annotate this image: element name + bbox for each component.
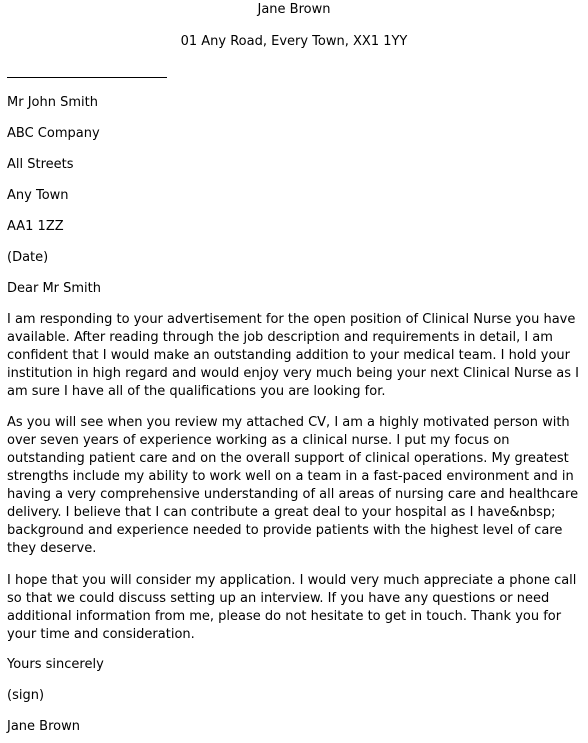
closing: Yours sincerely: [7, 657, 104, 672]
divider-line: [7, 77, 167, 78]
recipient-postcode: AA1 1ZZ: [7, 219, 64, 234]
body-paragraph-3: I hope that you will consider my application. I would very much appreciate a phone call so that we could discuss setting up an interview. If you have any questions or need additional information from me, please do not hesitate to get in touch. Thank you for your time and consideration.: [7, 573, 577, 642]
recipient-name: Mr John Smith: [7, 95, 98, 110]
body-paragraph-1: I am responding to your advertisement for the open position of Clinical Nurse you have available. After reading through the job description and requirements in detail, I am confident that I would make an outstanding addition to your medical team. I hold your institution in high regard and would enjoy very much being your next Clinical Nurse as I am sure I have all of the qualifications you are looking for.: [7, 312, 579, 399]
salutation: Dear Mr Smith: [7, 281, 102, 296]
recipient-street: All Streets: [7, 157, 74, 172]
sign-placeholder: (sign): [7, 688, 45, 703]
sender-name: Jane Brown: [257, 2, 331, 17]
sender-address: 01 Any Road, Every Town, XX1 1YY: [180, 34, 408, 49]
recipient-company: ABC Company: [7, 126, 100, 141]
body-paragraph-2: As you will see when you review my attached CV, I am a highly motivated person with over seven years of experience working as a clinical nurse. I put my focus on outstanding patient care and on the overall support of clinical operations. My greatest strengths include my ability to work well on a team in a fast-paced environment and in having a very comprehensive understanding of all areas of nursing care and healthcare delivery. I believe that I can contribute a great deal to your hospital as I have&nbsp; background and experience needed to provide patients with the highest level of care they deserve.: [7, 415, 579, 556]
recipient-town: Any Town: [7, 188, 69, 203]
signature-name: Jane Brown: [7, 719, 80, 734]
letter-date: (Date): [7, 250, 49, 265]
